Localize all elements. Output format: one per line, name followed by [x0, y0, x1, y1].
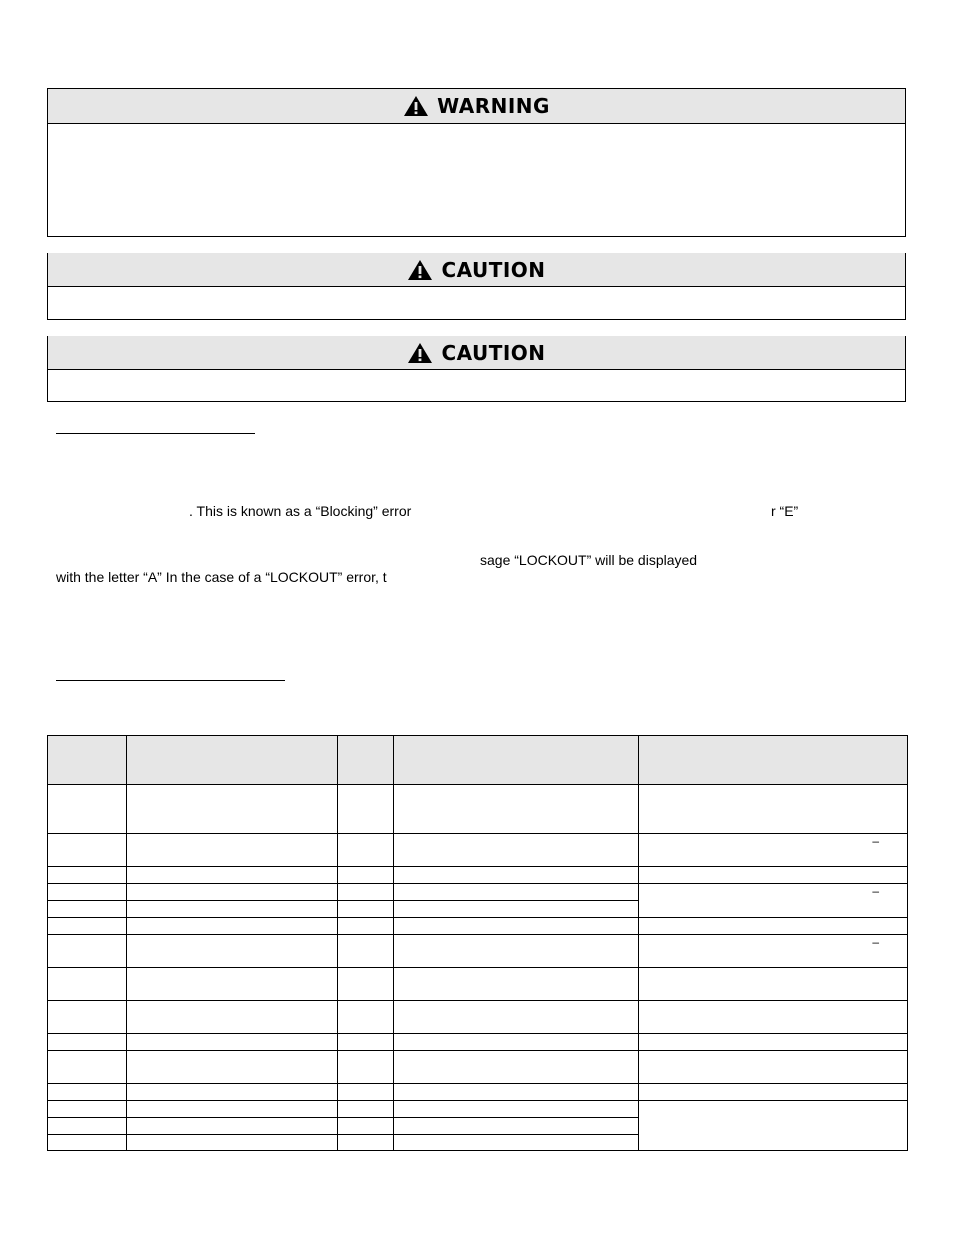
caution-box-1 [47, 253, 906, 320]
table-row [48, 1051, 908, 1084]
caution-title-1: CAUTION [441, 257, 546, 282]
caution-body-1 [48, 286, 905, 319]
warning-header [48, 89, 905, 123]
caution-title-2: CAUTION [441, 340, 546, 365]
caution-header-1 [48, 253, 905, 286]
table-row [48, 1101, 908, 1118]
warning-body [48, 123, 905, 237]
paragraph-blocking-text: . This is known as a “Blocking” error [189, 503, 412, 519]
section-heading-underline-2 [56, 680, 285, 681]
table-dash-cell: – [639, 935, 908, 968]
table-dash-cell: – [639, 834, 908, 867]
table-dash-cell: – [639, 884, 908, 918]
caution-triangle-icon [407, 259, 433, 281]
table-header-cell [639, 736, 908, 785]
table-header-row [48, 736, 908, 785]
table-header-cell [338, 736, 394, 785]
table-row [48, 785, 908, 834]
table-row [48, 968, 908, 1001]
caution-box-2 [47, 336, 906, 402]
table-row [48, 884, 908, 901]
caution-header-2 [48, 336, 905, 369]
table-header-cell [48, 736, 127, 785]
section-heading-underline-1 [56, 433, 255, 434]
table-header-cell [394, 736, 639, 785]
table-merged-cell [639, 1101, 908, 1151]
paragraph-lockout-display-text: sage “LOCKOUT” will be displayed [480, 552, 698, 568]
table-row [48, 1084, 908, 1101]
paragraph-lockout-case-text: with the letter “A” In the case of a “LOCKOUT” error, t [56, 569, 387, 585]
table-row [48, 834, 908, 867]
table-row [48, 1034, 908, 1051]
table-row [48, 1001, 908, 1034]
warning-triangle-icon [403, 95, 429, 117]
error-code-table [47, 735, 908, 1151]
warning-title: WARNING [437, 94, 550, 118]
table-header-cell [127, 736, 338, 785]
table-row [48, 918, 908, 935]
caution-body-2 [48, 369, 905, 402]
paragraph-letter-e-text: r “E” [771, 503, 799, 519]
warning-box [47, 88, 906, 237]
caution-triangle-icon [407, 342, 433, 364]
table-row [48, 867, 908, 884]
table-row [48, 935, 908, 968]
